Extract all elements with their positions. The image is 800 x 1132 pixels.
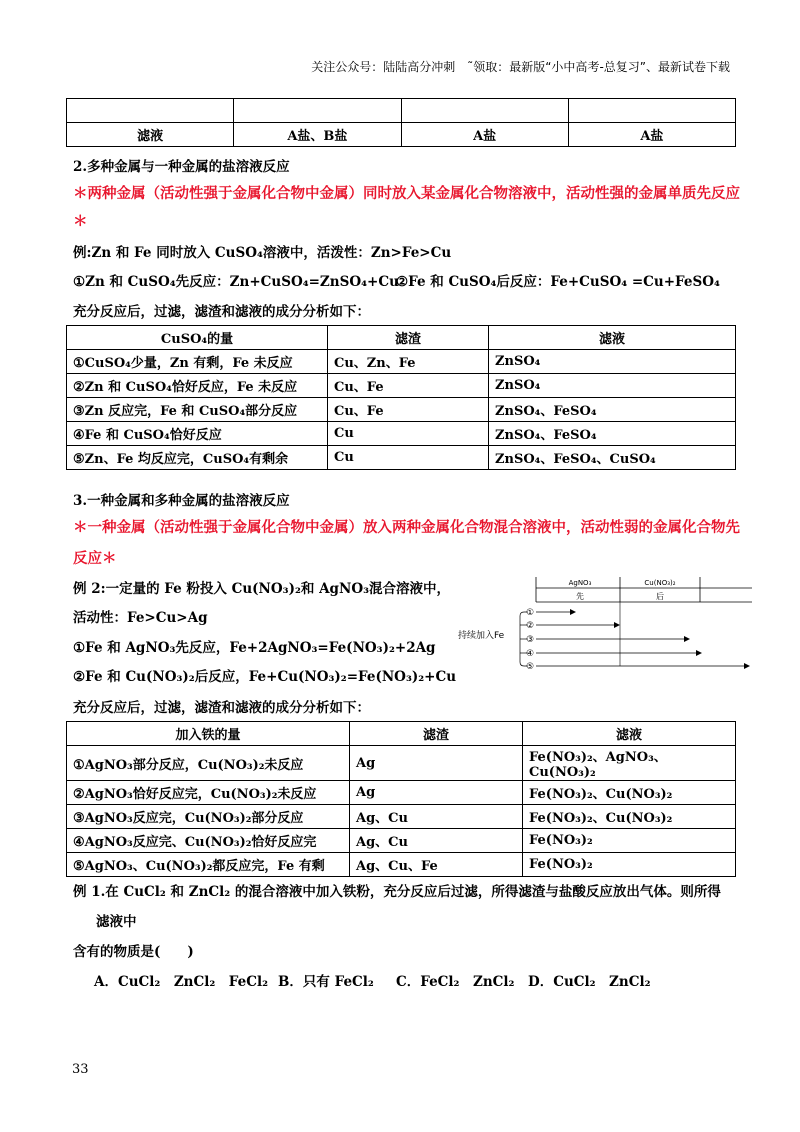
table-cell: Ag、Cu (350, 829, 523, 853)
table-cell: ZnSO₄、FeSO₄ (489, 398, 736, 422)
option-a: A．CuCl₂ ZnCl₂ FeCl₂ (94, 974, 268, 990)
diagram-arrowhead (684, 636, 690, 642)
table-cell: ②Zn 和 CuSO₄恰好反应，Fe 未反应 (67, 374, 328, 398)
section3-example: 例 2:一定量的 Fe 粉投入 Cu(NO₃)₂和 AgNO₃混合溶液中， (73, 581, 450, 597)
table-header-row (67, 326, 736, 350)
table-row (67, 829, 736, 853)
table-cell (568, 99, 735, 123)
table-cell: Cu (328, 422, 489, 446)
diagram-mark-2: ② (526, 621, 535, 631)
diagram-mark-5: ⑤ (526, 662, 535, 672)
table-cell: Cu、Fe (328, 398, 489, 422)
table-row (67, 374, 736, 398)
table-cell: Cu (328, 446, 489, 470)
table-cell: A盐 (568, 123, 735, 147)
diagram-side-label: 持续加入Fe (458, 631, 505, 641)
table-cell (401, 99, 568, 123)
table-cell: ZnSO₄ (489, 374, 736, 398)
table-cell: ⑤Zn、Fe 均反应完，CuSO₄有剩余 (67, 446, 328, 470)
table-header-cell: 滤液 (489, 326, 736, 350)
table-cell: Fe(NO₃)₂ (523, 829, 736, 853)
table-header-cell: 滤渣 (350, 722, 523, 746)
table-header-cell: 加入铁的量 (67, 722, 350, 746)
question-line3: 含有的物质是( ) (73, 944, 194, 960)
table-cell: Ag、Cu (350, 805, 523, 829)
diagram-arrowhead (744, 663, 750, 669)
diagram-after-label: 后 (656, 592, 664, 601)
table-row (67, 422, 736, 446)
option-c: C．FeCl₂ ZnCl₂ (396, 974, 515, 990)
diagram-first-label: 先 (576, 592, 584, 601)
table-cell: Ag (350, 746, 523, 781)
section3-analysis: 充分反应后，过滤，滤渣和滤液的成分分析如下： (73, 700, 370, 716)
table-cell: Fe(NO₃)₂ (523, 853, 736, 877)
diagram-mark-1: ① (526, 608, 535, 618)
fe-table (66, 721, 736, 877)
top-table (66, 98, 736, 147)
table-cell: ①CuSO₄少量，Zn 有剩，Fe 未反应 (67, 350, 328, 374)
table-cell: ③Zn 反应完，Fe 和 CuSO₄部分反应 (67, 398, 328, 422)
table-cell: ④Fe 和 CuSO₄恰好反应 (67, 422, 328, 446)
table-cell: Ag (350, 781, 523, 805)
table-cell: A盐、B盐 (234, 123, 401, 147)
section3-reaction2: ②Fe 和 Cu(NO₃)₂后反应，Fe+Cu(NO₃)₂=Fe(NO₃)₂+Cu (73, 669, 457, 685)
cuso4-table (66, 325, 736, 470)
table-row (67, 398, 736, 422)
diagram-col2-label: Cu(NO₃)₂ (644, 579, 676, 587)
table-header-row (67, 722, 736, 746)
table-cell: ZnSO₄、FeSO₄、CuSO₄ (489, 446, 736, 470)
diagram-mark-3: ③ (526, 635, 535, 645)
section3-rule-line1: ＊一种金属（活动性强于金属化合物中金属）放入两种金属化合物混合溶液中，活动性弱的金属化合物先 (73, 519, 740, 536)
table-row (67, 123, 736, 147)
section3-activity: 活动性：Fe>Cu>Ag (73, 610, 208, 626)
table-cell: ZnSO₄ (489, 350, 736, 374)
diagram-mark-4: ④ (526, 649, 535, 659)
diagram-arrowhead (696, 650, 702, 656)
table-cell: Fe(NO₃)₂、Cu(NO₃)₂ (523, 781, 736, 805)
question-line2: 滤液中 (96, 914, 137, 930)
table-header-cell: 滤液 (523, 722, 736, 746)
table-cell: ①AgNO₃部分反应，Cu(NO₃)₂未反应 (67, 746, 350, 781)
table-cell (234, 99, 401, 123)
table-header-cell: 滤渣 (328, 326, 489, 350)
section2-reaction2: ②Fe 和 CuSO₄后反应：Fe+CuSO₄ =Cu+FeSO₄ (396, 274, 720, 290)
section3-rule-line2: 反应＊ (73, 550, 117, 567)
section2-example: 例:Zn 和 Fe 同时放入 CuSO₄溶液中，活泼性：Zn>Fe>Cu (73, 245, 452, 261)
table-row (67, 446, 736, 470)
section2-rule-line2: ＊ (73, 213, 88, 230)
table-cell (67, 99, 234, 123)
table-cell: ④AgNO₃反应完、Cu(NO₃)₂恰好反应完 (67, 829, 350, 853)
option-d: D．CuCl₂ ZnCl₂ (528, 974, 651, 990)
table-row (67, 99, 736, 123)
question-line1: 例 1.在 CuCl₂ 和 ZnCl₂ 的混合溶液中加入铁粉，充分反应后过滤，所得滤渣与盐酸反应放出气体。则所得 (73, 884, 721, 900)
table-row (67, 853, 736, 877)
table-cell: Cu、Fe (328, 374, 489, 398)
table-cell: Ag、Cu、Fe (350, 853, 523, 877)
section3-reaction1: ①Fe 和 AgNO₃先反应，Fe+2AgNO₃=Fe(NO₃)₂+2Ag (73, 640, 436, 656)
table-cell: 滤液 (67, 123, 234, 147)
diagram-col1-label: AgNO₃ (568, 579, 592, 587)
section2-analysis: 充分反应后，过滤，滤渣和滤液的成分分析如下： (73, 304, 370, 320)
table-cell: ②AgNO₃恰好反应完，Cu(NO₃)₂未反应 (67, 781, 350, 805)
table-row (67, 805, 736, 829)
section2-rule-line1: ＊两种金属（活动性强于金属化合物中金属）同时放入某金属化合物溶液中，活动性强的金属单质先反应 (73, 185, 740, 202)
table-cell: ZnSO₄、FeSO₄ (489, 422, 736, 446)
section3-title: 3.一种金属和多种金属的盐溶液反应 (73, 493, 290, 509)
table-row (67, 746, 736, 781)
diagram-arrowhead (570, 609, 576, 615)
page-header: 关注公众号：陆陆高分冲刺 ˜领取：最新版“小中高考-总复习”、最新试卷下载 (311, 60, 730, 74)
table-cell: ③AgNO₃反应完，Cu(NO₃)₂部分反应 (67, 805, 350, 829)
table-cell: ⑤AgNO₃、Cu(NO₃)₂都反应完，Fe 有剩 (67, 853, 350, 877)
table-cell: Fe(NO₃)₂、AgNO₃、Cu(NO₃)₂ (523, 746, 736, 781)
table-cell: A盐 (401, 123, 568, 147)
table-cell: Cu、Zn、Fe (328, 350, 489, 374)
section2-reaction1: ①Zn 和 CuSO₄先反应：Zn+CuSO₄=ZnSO₄+Cu (73, 274, 399, 290)
table-row (67, 781, 736, 805)
option-b: B．只有 FeCl₂ (278, 974, 374, 990)
page-number: 33 (72, 1062, 89, 1077)
table-cell: Fe(NO₃)₂、Cu(NO₃)₂ (523, 805, 736, 829)
section2-title: 2.多种金属与一种金属的盐溶液反应 (73, 159, 290, 175)
diagram-arrowhead (614, 622, 620, 628)
iron-addition-diagram (452, 574, 752, 678)
table-row (67, 350, 736, 374)
table-header-cell: CuSO₄的量 (67, 326, 328, 350)
